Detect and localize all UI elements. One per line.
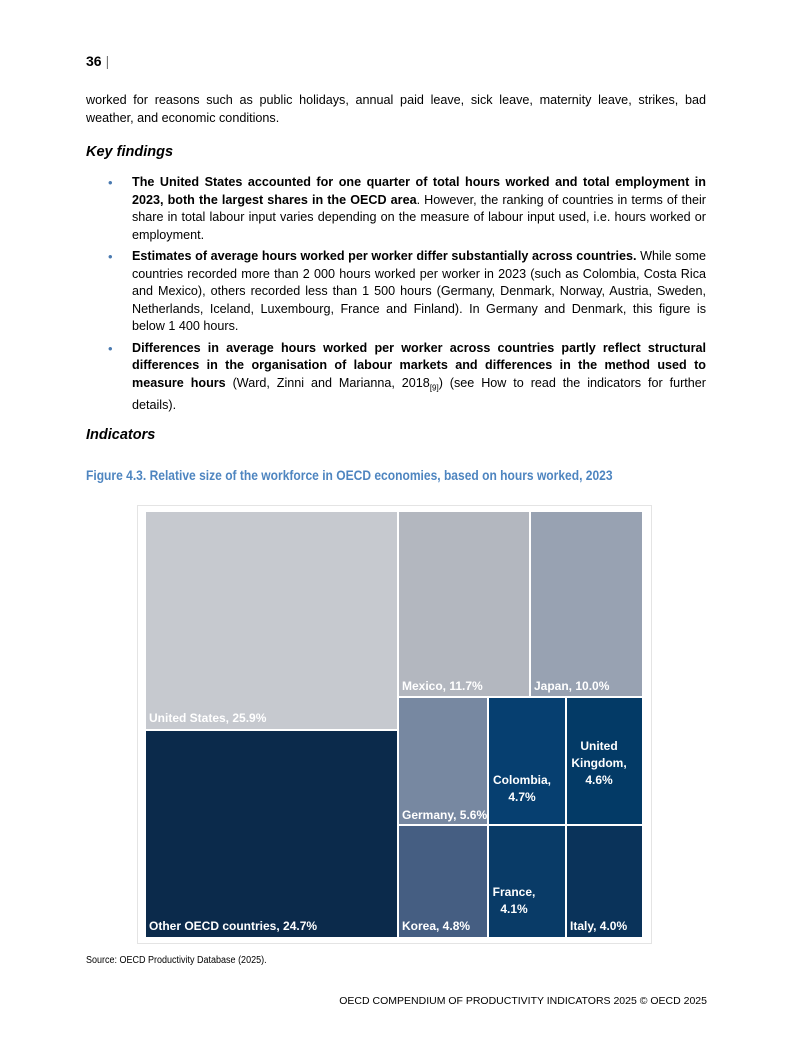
key-finding-text: . However, the ranking of countries in terms of their share in total labour input varies depending on the measure of labour input used, i.e. hours worked or employment.	[132, 192, 706, 242]
treemap-label-colombia: 4.7%	[508, 790, 536, 804]
treemap-label-united-kingdom: 4.6%	[585, 773, 613, 787]
treemap-tile-united-states	[146, 512, 397, 729]
key-finding-item	[86, 340, 706, 415]
treemap-label-mexico: Mexico, 11.7%	[402, 679, 483, 693]
treemap-label-colombia: Colombia,	[492, 773, 552, 787]
treemap-label-italy: Italy, 4.0%	[570, 919, 628, 933]
treemap-label-united-kingdom: United	[580, 739, 618, 753]
page-number-separator: |	[105, 53, 110, 69]
key-finding-text: ) (see How to read the indicators for further details).	[132, 375, 706, 412]
bullet-icon: •	[108, 249, 113, 264]
treemap-tile-france	[489, 826, 565, 937]
treemap-tile-mexico	[399, 512, 529, 696]
key-finding-bold: The United States accounted for one quarter of total hours worked and total employment in 2023, both the largest shares in the OECD area	[132, 175, 706, 207]
page-footer: OECD COMPENDIUM OF PRODUCTIVITY INDICATORS 2025 © OECD 2025	[339, 995, 707, 1007]
treemap-tile-germany	[399, 698, 487, 824]
figure-title: Figure 4.3. Relative size of the workforce in OECD economies, based on hours worked, 2023	[86, 467, 613, 483]
treemap-label-united-states: United States, 25.9%	[149, 711, 267, 725]
treemap-label-france: France,	[492, 885, 536, 899]
key-finding-bold: Estimates of average hours worked per worker differ substantially across countries.	[132, 249, 637, 263]
key-finding-item	[86, 248, 706, 336]
treemap-tile-other-oecd-countries	[146, 731, 397, 937]
treemap-label-japan: Japan, 10.0%	[534, 679, 610, 693]
bullet-icon: •	[108, 340, 113, 356]
treemap-label-korea: Korea, 4.8%	[402, 919, 471, 933]
page-number-value: 36	[86, 53, 102, 69]
treemap-tile-japan	[531, 512, 642, 696]
treemap-label-germany: Germany, 5.6%	[402, 808, 488, 822]
bullet-icon: •	[108, 175, 113, 190]
intro-paragraph: worked for reasons such as public holidays, annual paid leave, sick leave, maternity leave, strikes, bad weather, and economic conditions.	[86, 93, 706, 125]
key-finding-item	[86, 174, 706, 244]
key-findings-heading: Key findings	[86, 144, 174, 160]
key-findings-list	[86, 174, 706, 418]
figure-source: Source: OECD Productivity Database (2025).	[86, 955, 267, 966]
treemap-chart	[137, 505, 650, 942]
page-number	[86, 53, 109, 69]
key-finding-text: (Ward, Zinni and Marianna, 2018	[225, 375, 430, 390]
key-finding-text: While some countries recorded more than 2 000 hours worked per worker in 2023 (such as Colombia, Costa Rica and Mexico), others recorded less than 1 500 hours (Germany, Denmark, Norway, Austria, Sweden, Netherlands, Iceland, Luxembourg, France and Finland). In Germany and Denmark, this figure is below 1 400 hours.	[132, 249, 706, 333]
citation-reference[interactable]: [9]	[429, 383, 439, 393]
treemap-label-france: 4.1%	[500, 902, 528, 916]
indicators-heading: Indicators	[86, 427, 156, 443]
treemap-label-united-kingdom: Kingdom,	[571, 756, 627, 770]
treemap-tile-colombia	[489, 698, 565, 824]
key-finding-bold: Differences in average hours worked per worker across countries partly reflect structural differences in the organisation of labour markets and differences in the method used to measure hours	[132, 340, 706, 390]
treemap-label-other-oecd-countries: Other OECD countries, 24.7%	[149, 919, 318, 933]
